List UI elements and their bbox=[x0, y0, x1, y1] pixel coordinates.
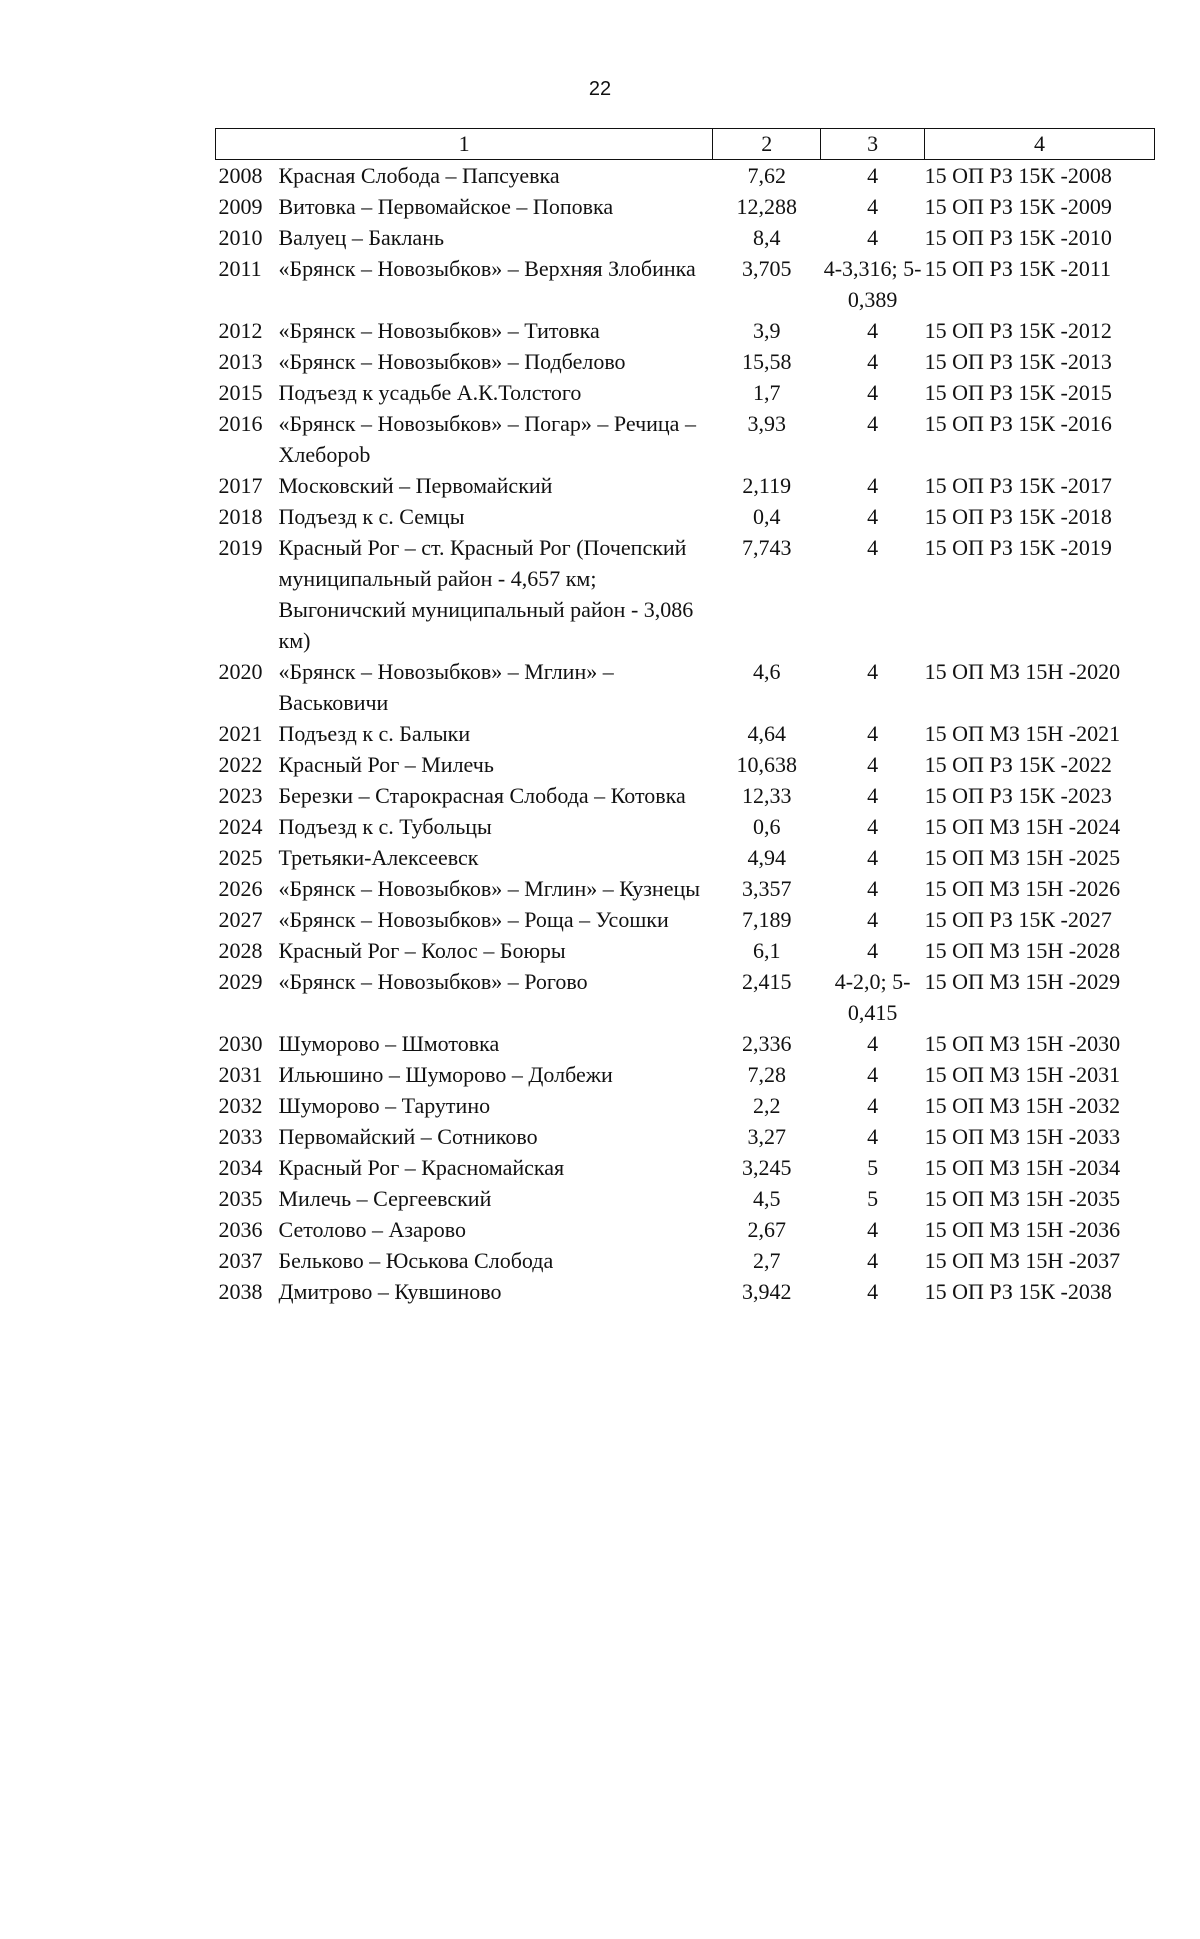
table-row bbox=[216, 501, 1155, 532]
road-length: 12,33 bbox=[742, 783, 792, 808]
road-category: 4 bbox=[867, 1062, 879, 1087]
road-cell bbox=[216, 811, 713, 842]
page-number: 22 bbox=[588, 78, 612, 100]
road-cell bbox=[216, 656, 713, 718]
road-length: 4,64 bbox=[747, 721, 786, 746]
road-category: 4 bbox=[867, 380, 879, 405]
table-row bbox=[216, 780, 1155, 811]
table-row bbox=[216, 377, 1155, 408]
road-name: Красный Рог – Колос – Боюры bbox=[278, 938, 566, 963]
road-length: 3,357 bbox=[742, 876, 792, 901]
road-length: 7,743 bbox=[742, 535, 792, 560]
road-name: «Брянск – Новозыбков» – Верхняя Злобинка bbox=[278, 256, 696, 281]
road-category: 4 bbox=[867, 411, 879, 436]
road-code: 15 ОП РЗ 15К -2038 bbox=[924, 1279, 1112, 1304]
road-length: 3,245 bbox=[742, 1155, 792, 1180]
road-cell bbox=[216, 470, 713, 501]
table-row bbox=[216, 346, 1155, 377]
table-row bbox=[216, 253, 1155, 315]
road-number: 2035 bbox=[218, 1186, 263, 1211]
road-code: 15 ОП МЗ 15Н -2035 bbox=[924, 1186, 1121, 1211]
road-category: 4 bbox=[867, 907, 879, 932]
road-code: 15 ОП МЗ 15Н -2032 bbox=[924, 1093, 1121, 1118]
road-length: 2,67 bbox=[747, 1217, 786, 1242]
road-cell bbox=[216, 935, 713, 966]
road-category: 4 bbox=[867, 225, 879, 250]
road-length: 7,189 bbox=[742, 907, 792, 932]
road-name: Московский – Первомайский bbox=[278, 473, 553, 498]
table-row bbox=[216, 966, 1155, 1028]
road-number: 2011 bbox=[218, 256, 262, 281]
road-length: 2,2 bbox=[753, 1093, 781, 1118]
road-cell bbox=[216, 1059, 713, 1090]
road-number: 2025 bbox=[218, 845, 263, 870]
road-name: Витовка – Первомайское – Поповка bbox=[278, 194, 614, 219]
road-cell bbox=[216, 408, 713, 470]
road-category: 4 bbox=[867, 473, 879, 498]
road-name: Красный Рог – ст. Красный Рог (Почепский муниципальный район - 4,657 км; Выгоничский муниципальный район - 3,086 км) bbox=[278, 535, 694, 653]
road-code: 15 ОП МЗ 15Н -2030 bbox=[924, 1031, 1121, 1056]
road-category: 4 bbox=[867, 814, 879, 839]
road-code: 15 ОП МЗ 15Н -2033 bbox=[924, 1124, 1121, 1149]
table-row bbox=[216, 749, 1155, 780]
road-category: 4 bbox=[867, 194, 879, 219]
road-category: 4 bbox=[867, 1217, 879, 1242]
table-row bbox=[216, 408, 1155, 470]
road-code: 15 ОП РЗ 15К -2018 bbox=[924, 504, 1112, 529]
road-code: 15 ОП МЗ 15Н -2020 bbox=[924, 659, 1121, 684]
road-code: 15 ОП МЗ 15Н -2025 bbox=[924, 845, 1121, 870]
road-category: 4-3,316; 5-0,389 bbox=[823, 256, 922, 312]
road-length: 4,6 bbox=[753, 659, 781, 684]
table-row bbox=[216, 470, 1155, 501]
road-category: 4 bbox=[867, 318, 879, 343]
road-number: 2036 bbox=[218, 1217, 263, 1242]
table-row bbox=[216, 1152, 1155, 1183]
column-header-2: 2 bbox=[713, 129, 821, 160]
table-row bbox=[216, 873, 1155, 904]
road-length: 7,28 bbox=[747, 1062, 786, 1087]
road-number: 2033 bbox=[218, 1124, 263, 1149]
road-length: 8,4 bbox=[753, 225, 781, 250]
table-row bbox=[216, 1214, 1155, 1245]
road-number: 2008 bbox=[218, 163, 263, 188]
road-name: Подъезд к с. Тубольцы bbox=[278, 814, 492, 839]
table-row bbox=[216, 904, 1155, 935]
road-category: 4 bbox=[867, 535, 879, 560]
road-name: Подъезд к усадьбе А.К.Толстого bbox=[278, 380, 582, 405]
road-name: «Брянск – Новозыбков» – Погар» – Речица – Хлеборob bbox=[278, 411, 696, 467]
road-cell bbox=[216, 1214, 713, 1245]
table-row bbox=[216, 191, 1155, 222]
road-category: 4 bbox=[867, 163, 879, 188]
road-length: 15,58 bbox=[742, 349, 792, 374]
road-name: Бельково – Юськова Слобода bbox=[278, 1248, 554, 1273]
road-category: 4 bbox=[867, 783, 879, 808]
table-row bbox=[216, 842, 1155, 873]
road-length: 2,415 bbox=[742, 969, 792, 994]
road-number: 2021 bbox=[218, 721, 263, 746]
road-cell bbox=[216, 1152, 713, 1183]
road-code: 15 ОП РЗ 15К -2023 bbox=[924, 783, 1112, 808]
road-code: 15 ОП РЗ 15К -2013 bbox=[924, 349, 1112, 374]
road-number: 2026 bbox=[218, 876, 263, 901]
table-row bbox=[216, 532, 1155, 656]
road-code: 15 ОП МЗ 15Н -2029 bbox=[924, 969, 1121, 994]
road-category: 4 bbox=[867, 876, 879, 901]
road-length: 10,638 bbox=[736, 752, 797, 777]
road-category: 4 bbox=[867, 659, 879, 684]
table-row bbox=[216, 656, 1155, 718]
road-code: 15 ОП РЗ 15К -2010 bbox=[924, 225, 1112, 250]
road-category: 4 bbox=[867, 1248, 879, 1273]
road-number: 2024 bbox=[218, 814, 263, 839]
road-category: 4 bbox=[867, 845, 879, 870]
road-number: 2017 bbox=[218, 473, 263, 498]
column-header-4: 4 bbox=[925, 129, 1155, 160]
road-category: 4 bbox=[867, 1031, 879, 1056]
road-length: 2,7 bbox=[753, 1248, 781, 1273]
road-number: 2019 bbox=[218, 535, 263, 560]
road-cell bbox=[216, 377, 713, 408]
road-number: 2013 bbox=[218, 349, 263, 374]
road-number: 2020 bbox=[218, 659, 263, 684]
road-code: 15 ОП РЗ 15К -2017 bbox=[924, 473, 1112, 498]
road-length: 2,119 bbox=[742, 473, 792, 498]
column-header-1: 1 bbox=[216, 129, 713, 160]
road-category: 4 bbox=[867, 752, 879, 777]
road-code: 15 ОП РЗ 15К -2011 bbox=[924, 256, 1112, 281]
road-name: «Брянск – Новозыбков» – Подбелово bbox=[278, 349, 626, 374]
road-cell bbox=[216, 873, 713, 904]
road-code: 15 ОП РЗ 15К -2022 bbox=[924, 752, 1112, 777]
road-code: 15 ОП МЗ 15Н -2026 bbox=[924, 876, 1121, 901]
road-name: Березки – Старокрасная Слобода – Котовка bbox=[278, 783, 686, 808]
road-category: 4 bbox=[867, 938, 879, 963]
road-code: 15 ОП РЗ 15К -2008 bbox=[924, 163, 1112, 188]
road-code: 15 ОП РЗ 15К -2016 bbox=[924, 411, 1112, 436]
road-name: «Брянск – Новозыбков» – Титовка bbox=[278, 318, 600, 343]
road-name: «Брянск – Новозыбков» – Мглин» – Кузнецы bbox=[278, 876, 701, 901]
table-row bbox=[216, 718, 1155, 749]
road-number: 2016 bbox=[218, 411, 263, 436]
table-row bbox=[216, 1183, 1155, 1214]
road-code: 15 ОП МЗ 15Н -2034 bbox=[924, 1155, 1121, 1180]
road-cell bbox=[216, 749, 713, 780]
road-category: 4-2,0; 5-0,415 bbox=[834, 969, 911, 1025]
road-code: 15 ОП МЗ 15Н -2024 bbox=[924, 814, 1121, 839]
road-code: 15 ОП МЗ 15Н -2037 bbox=[924, 1248, 1121, 1273]
road-name: Подъезд к с. Балыки bbox=[278, 721, 471, 746]
road-length: 4,5 bbox=[753, 1186, 781, 1211]
road-code: 15 ОП МЗ 15Н -2028 bbox=[924, 938, 1121, 963]
road-code: 15 ОП МЗ 15Н -2021 bbox=[924, 721, 1121, 746]
road-name: Ильюшино – Шуморово – Долбежи bbox=[278, 1062, 613, 1087]
road-length: 3,27 bbox=[747, 1124, 786, 1149]
road-category: 4 bbox=[867, 1279, 879, 1304]
road-cell bbox=[216, 1121, 713, 1152]
road-name: Валуец – Баклань bbox=[278, 225, 444, 250]
road-number: 2037 bbox=[218, 1248, 263, 1273]
road-category: 5 bbox=[867, 1155, 879, 1180]
road-number: 2030 bbox=[218, 1031, 263, 1056]
road-code: 15 ОП РЗ 15К -2019 bbox=[924, 535, 1112, 560]
table-row bbox=[216, 1276, 1155, 1307]
table-row bbox=[216, 1090, 1155, 1121]
table-row bbox=[216, 1121, 1155, 1152]
road-cell bbox=[216, 315, 713, 346]
road-cell bbox=[216, 346, 713, 377]
road-name: Шуморово – Шмотовка bbox=[278, 1031, 500, 1056]
table-row bbox=[216, 811, 1155, 842]
road-category: 4 bbox=[867, 504, 879, 529]
road-cell bbox=[216, 532, 713, 656]
road-number: 2032 bbox=[218, 1093, 263, 1118]
road-cell bbox=[216, 191, 713, 222]
road-length: 6,1 bbox=[753, 938, 781, 963]
road-length: 7,62 bbox=[747, 163, 786, 188]
road-code: 15 ОП РЗ 15К -2009 bbox=[924, 194, 1112, 219]
road-name: Красная Слобода – Папсуевка bbox=[278, 163, 560, 188]
road-length: 3,93 bbox=[747, 411, 786, 436]
road-cell bbox=[216, 1090, 713, 1121]
road-name: Третьяки-Алексеевск bbox=[278, 845, 479, 870]
table-row bbox=[216, 1245, 1155, 1276]
road-number: 2018 bbox=[218, 504, 263, 529]
road-cell bbox=[216, 1028, 713, 1059]
road-code: 15 ОП РЗ 15К -2012 bbox=[924, 318, 1112, 343]
road-name: Шуморово – Тарутино bbox=[278, 1093, 491, 1118]
road-category: 4 bbox=[867, 1093, 879, 1118]
road-category: 4 bbox=[867, 721, 879, 746]
road-name: Красный Рог – Милечь bbox=[278, 752, 494, 777]
road-cell bbox=[216, 904, 713, 935]
road-length: 3,9 bbox=[753, 318, 781, 343]
road-number: 2022 bbox=[218, 752, 263, 777]
road-category: 4 bbox=[867, 1124, 879, 1149]
road-name: Дмитрово – Кувшиново bbox=[278, 1279, 502, 1304]
roads-table bbox=[215, 128, 1155, 1307]
road-cell bbox=[216, 718, 713, 749]
road-cell bbox=[216, 966, 713, 1028]
road-name: «Брянск – Новозыбков» – Мглин» – Васьковичи bbox=[278, 659, 614, 715]
road-number: 2023 bbox=[218, 783, 263, 808]
road-code: 15 ОП РЗ 15К -2027 bbox=[924, 907, 1112, 932]
table-row bbox=[216, 315, 1155, 346]
road-cell bbox=[216, 1276, 713, 1307]
road-number: 2029 bbox=[218, 969, 263, 994]
table-header bbox=[216, 129, 1155, 160]
road-length: 3,942 bbox=[742, 1279, 792, 1304]
road-number: 2012 bbox=[218, 318, 263, 343]
road-name: «Брянск – Новозыбков» – Рогово bbox=[278, 969, 588, 994]
road-number: 2028 bbox=[218, 938, 263, 963]
road-length: 0,4 bbox=[753, 504, 781, 529]
table-row bbox=[216, 160, 1155, 192]
road-length: 4,94 bbox=[747, 845, 786, 870]
road-name: Красный Рог – Красномайская bbox=[278, 1155, 565, 1180]
road-cell bbox=[216, 842, 713, 873]
road-length: 0,6 bbox=[753, 814, 781, 839]
table-row bbox=[216, 1028, 1155, 1059]
table-body bbox=[216, 160, 1155, 1308]
road-number: 2010 bbox=[218, 225, 263, 250]
road-category: 5 bbox=[867, 1186, 879, 1211]
road-number: 2031 bbox=[218, 1062, 263, 1087]
road-name: Подъезд к с. Семцы bbox=[278, 504, 465, 529]
table-row bbox=[216, 1059, 1155, 1090]
column-header-3: 3 bbox=[821, 129, 925, 160]
road-cell bbox=[216, 1183, 713, 1214]
road-cell bbox=[216, 501, 713, 532]
road-name: Первомайский – Сотниково bbox=[278, 1124, 538, 1149]
road-code: 15 ОП МЗ 15Н -2036 bbox=[924, 1217, 1121, 1242]
road-number: 2027 bbox=[218, 907, 263, 932]
road-cell bbox=[216, 780, 713, 811]
road-length: 1,7 bbox=[753, 380, 781, 405]
road-number: 2009 bbox=[218, 194, 263, 219]
road-name: «Брянск – Новозыбков» – Роща – Усошки bbox=[278, 907, 669, 932]
road-number: 2038 bbox=[218, 1279, 263, 1304]
road-number: 2034 bbox=[218, 1155, 263, 1180]
road-cell bbox=[216, 222, 713, 253]
table-row bbox=[216, 222, 1155, 253]
road-length: 12,288 bbox=[736, 194, 797, 219]
table-row bbox=[216, 935, 1155, 966]
road-code: 15 ОП МЗ 15Н -2031 bbox=[924, 1062, 1121, 1087]
road-length: 2,336 bbox=[742, 1031, 792, 1056]
road-cell bbox=[216, 1245, 713, 1276]
road-name: Милечь – Сергеевский bbox=[278, 1186, 492, 1211]
road-number: 2015 bbox=[218, 380, 263, 405]
road-cell bbox=[216, 160, 713, 192]
road-name: Сетолово – Азарово bbox=[278, 1217, 467, 1242]
road-cell bbox=[216, 253, 713, 315]
road-code: 15 ОП РЗ 15К -2015 bbox=[924, 380, 1112, 405]
road-length: 3,705 bbox=[742, 256, 792, 281]
road-category: 4 bbox=[867, 349, 879, 374]
